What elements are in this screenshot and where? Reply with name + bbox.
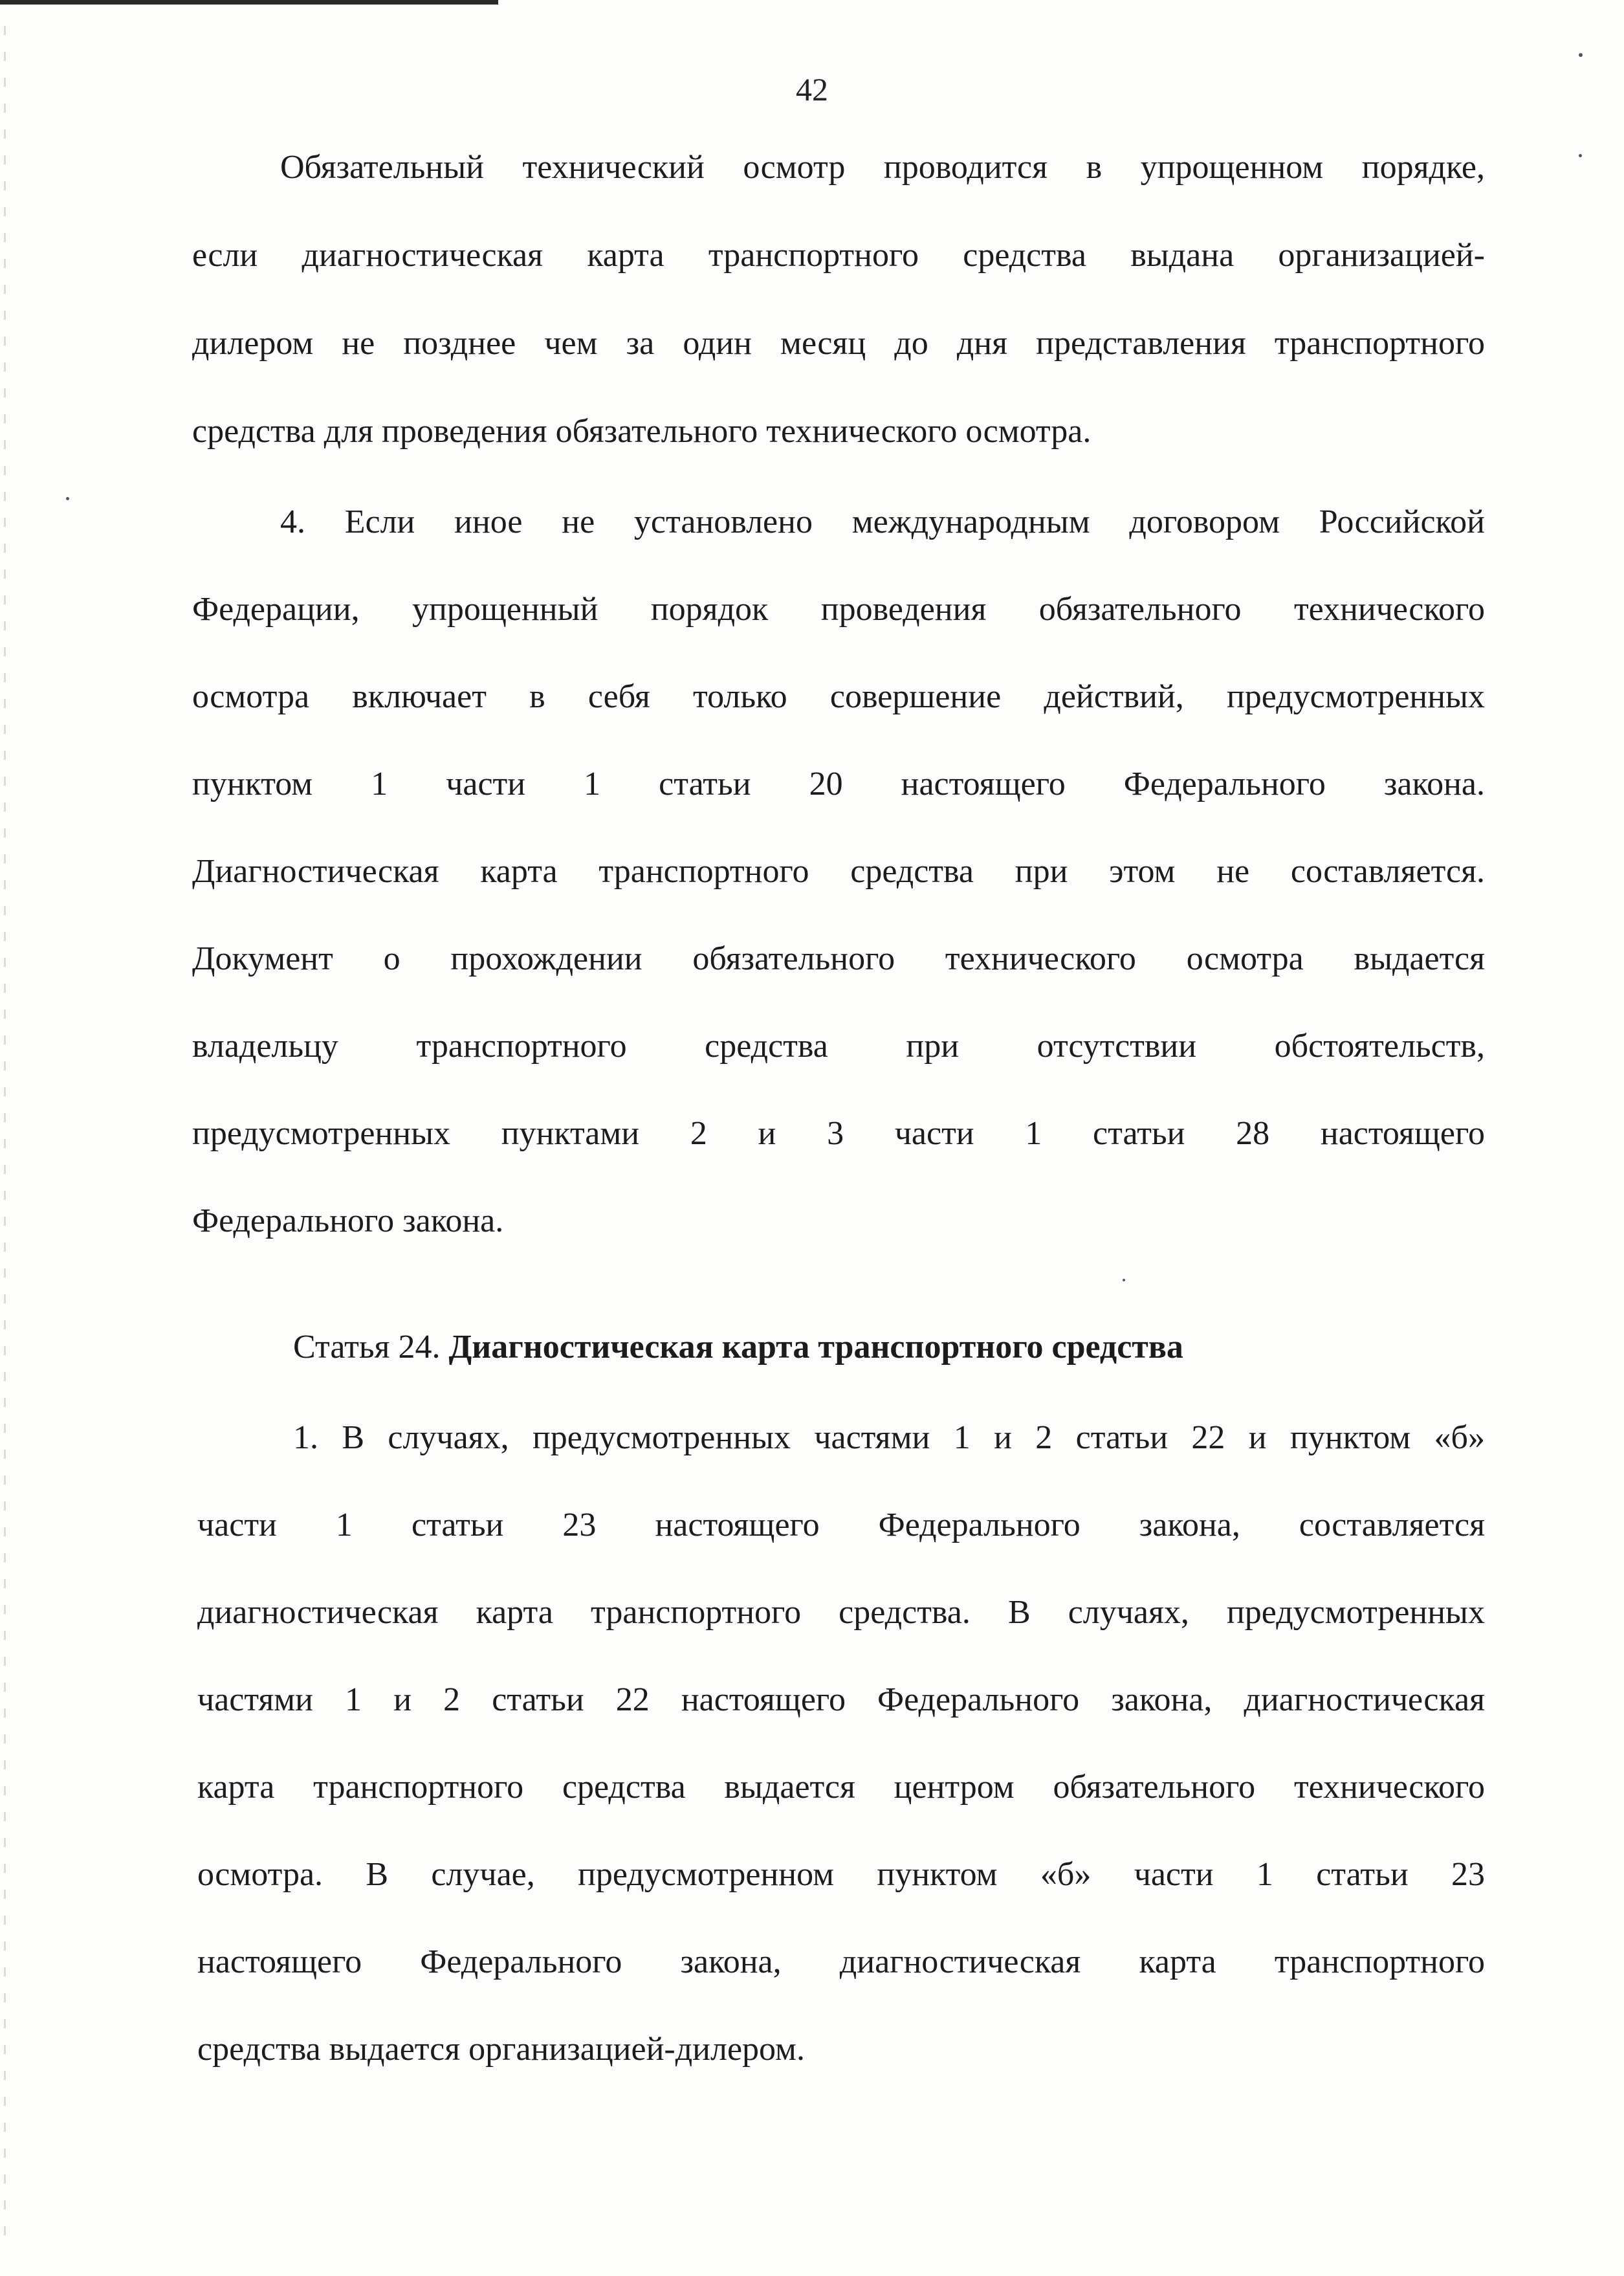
para1-line-4: средства для проведения обязательного технического осмотра.: [192, 413, 1092, 450]
para2-line-7: владельцу транспортного средства при отсутствии обстоятельств,: [192, 1028, 1485, 1065]
page-number: 42: [796, 71, 828, 107]
para3-line-5: карта транспортного средства выдается центром обязательного технического: [197, 1769, 1485, 1806]
scan-speck: [1123, 1279, 1125, 1281]
para3-line-6: осмотра. В случае, предусмотренном пунктом «б» части 1 статьи 23: [197, 1856, 1485, 1893]
para2-line-4: пунктом 1 части 1 статьи 20 настоящего Федерального закона.: [192, 766, 1485, 802]
para2-line-6: Документ о прохождении обязательного технического осмотра выдается: [192, 940, 1485, 977]
para2-line-8: предусмотренных пунктами 2 и 3 части 1 статьи 28 настоящего: [192, 1115, 1485, 1152]
scan-top-rule: [0, 0, 498, 5]
para2-line-1: 4. Если иное не установлено международным договором Российской: [280, 503, 1485, 540]
article-heading: [293, 1327, 1183, 1368]
para1-line-2: если диагностическая карта транспортного средства выдана организацией-: [192, 237, 1485, 274]
para3-line-7: настоящего Федерального закона, диагностическая карта транспортного: [197, 1943, 1485, 1980]
scan-edge-shadow: [4, 26, 6, 2239]
para3-line-1: 1. В случаях, предусмотренных частями 1 и 2 статьи 22 и пунктом «б»: [293, 1419, 1485, 1456]
para3-line-8: средства выдается организацией-дилером.: [197, 2031, 805, 2068]
para2-line-5: Диагностическая карта транспортного средства при этом не составляется.: [192, 853, 1485, 890]
para2-line-3: осмотра включает в себя только совершение действий, предусмотренных: [192, 678, 1485, 715]
para1-line-3: дилером не позднее чем за один месяц до дня представления транспортного: [192, 325, 1485, 362]
para3-line-3: диагностическая карта транспортного средства. В случаях, предусмотренных: [197, 1594, 1485, 1631]
para1-line-1: Обязательный технический осмотр проводится в упрощенном порядке,: [280, 149, 1485, 186]
para2-line-9: Федерального закона.: [192, 1202, 504, 1239]
article-number: Статья 24.: [293, 1329, 441, 1365]
scan-speck: [1579, 154, 1582, 157]
para3-line-2: части 1 статьи 23 настоящего Федерального закона, составляется: [197, 1507, 1485, 1543]
para2-line-2: Федерации, упрощенный порядок проведения обязательного технического: [192, 591, 1485, 628]
scan-speck: [1579, 53, 1583, 57]
article-title: Диагностическая карта транспортного средства: [448, 1329, 1183, 1365]
scan-speck: [66, 497, 69, 500]
para3-line-4: частями 1 и 2 статьи 22 настоящего Федерального закона, диагностическая: [197, 1681, 1485, 1718]
